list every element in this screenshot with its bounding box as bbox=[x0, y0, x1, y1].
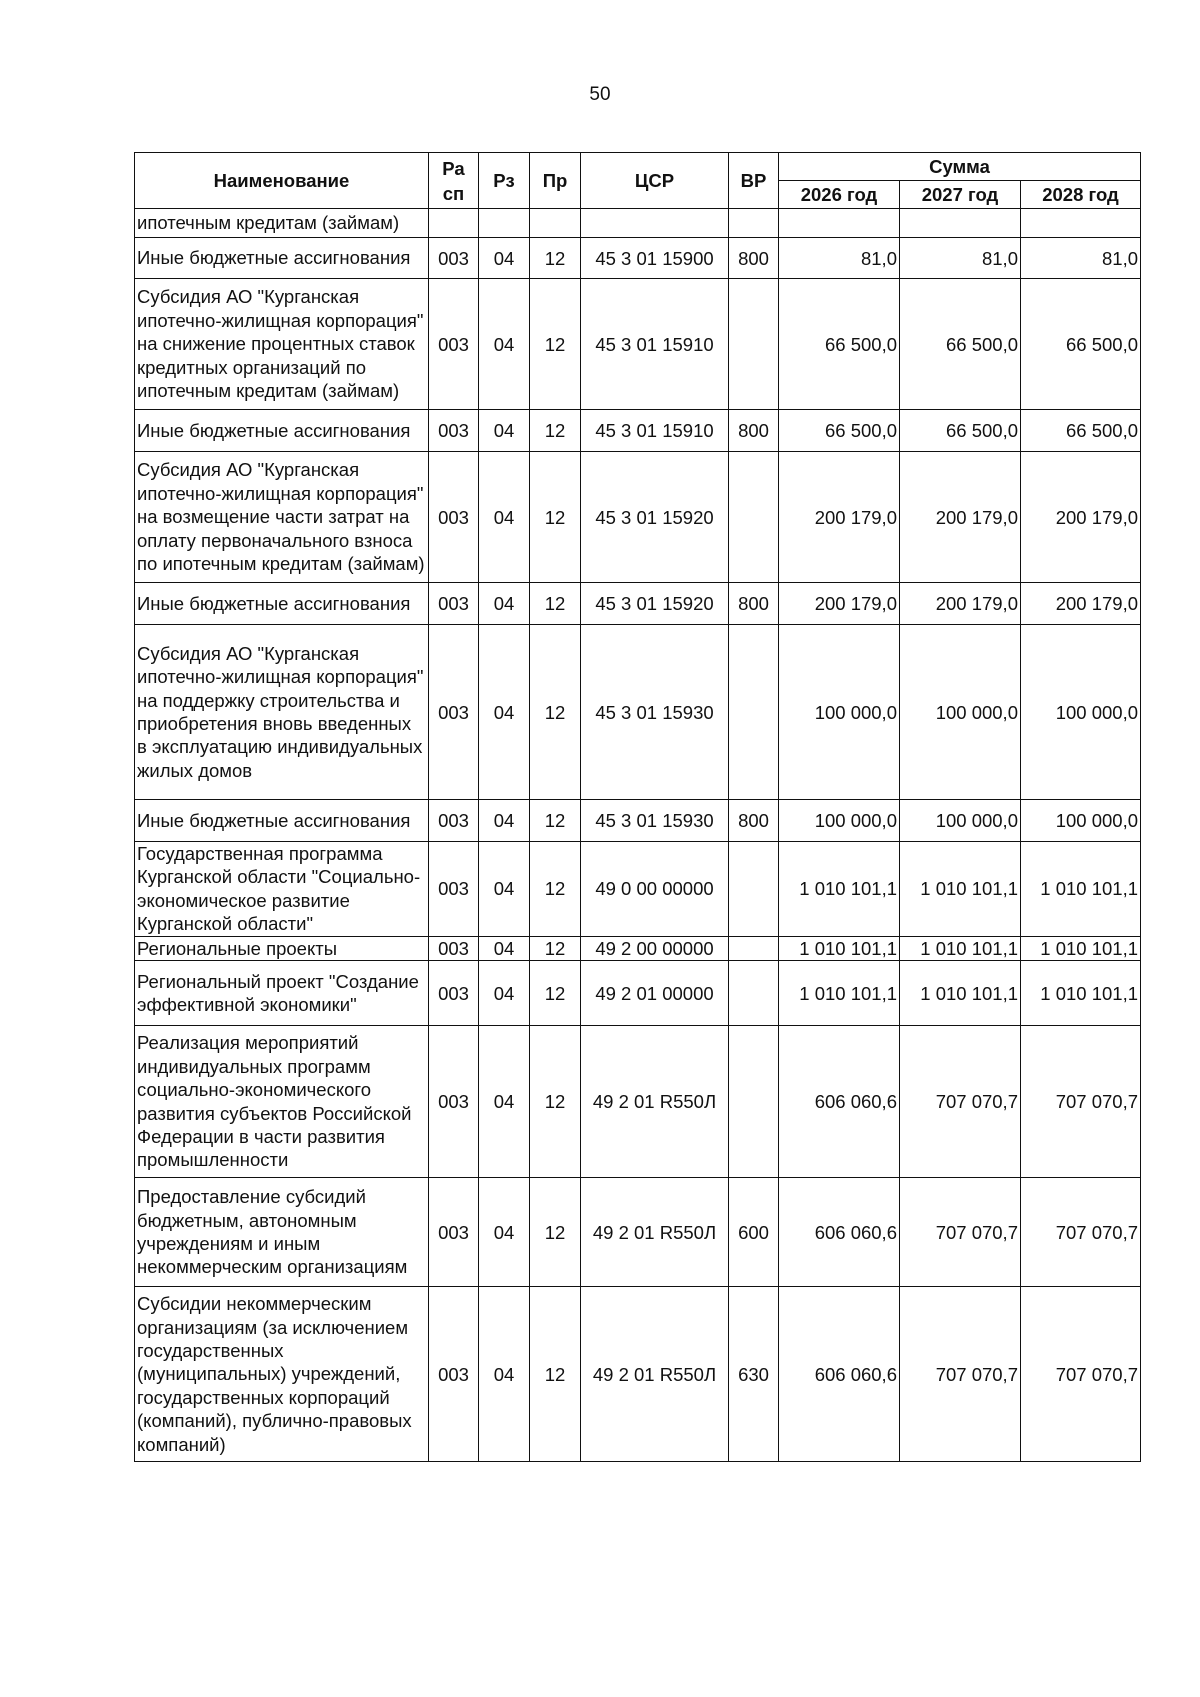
cell-sum-2027 bbox=[900, 209, 1021, 238]
table-body bbox=[135, 209, 1141, 1462]
cell-sum-2026: 100 000,0 bbox=[779, 800, 900, 842]
cell-rz: 04 bbox=[479, 583, 530, 625]
cell-name: Иные бюджетные ассигнования bbox=[135, 800, 429, 842]
cell-sum-2028: 81,0 bbox=[1021, 238, 1141, 279]
cell-csr: 49 2 01 R550Л bbox=[581, 1178, 729, 1287]
cell-sum-2028: 1 010 101,1 bbox=[1021, 936, 1141, 960]
cell-pr bbox=[530, 209, 581, 238]
table-row bbox=[135, 936, 1141, 960]
cell-sum-2028: 200 179,0 bbox=[1021, 452, 1141, 583]
cell-rz: 04 bbox=[479, 410, 530, 452]
cell-sum-2026: 606 060,6 bbox=[779, 1287, 900, 1462]
cell-pr: 12 bbox=[530, 279, 581, 410]
cell-sum-2027: 200 179,0 bbox=[900, 583, 1021, 625]
cell-rasp: 003 bbox=[429, 1026, 479, 1178]
cell-rasp: 003 bbox=[429, 800, 479, 842]
cell-vr bbox=[729, 625, 779, 800]
cell-pr: 12 bbox=[530, 800, 581, 842]
cell-name: Иные бюджетные ассигнования bbox=[135, 238, 429, 279]
table-row bbox=[135, 1178, 1141, 1287]
cell-sum-2027: 1 010 101,1 bbox=[900, 961, 1021, 1026]
cell-sum-2027: 1 010 101,1 bbox=[900, 936, 1021, 960]
cell-pr: 12 bbox=[530, 1178, 581, 1287]
cell-rz: 04 bbox=[479, 279, 530, 410]
header-year-2027: 2027 год bbox=[900, 181, 1021, 209]
cell-csr: 49 2 01 R550Л bbox=[581, 1026, 729, 1178]
cell-name: ипотечным кредитам (займам) bbox=[135, 209, 429, 238]
cell-sum-2028: 1 010 101,1 bbox=[1021, 961, 1141, 1026]
cell-sum-2026: 81,0 bbox=[779, 238, 900, 279]
cell-pr: 12 bbox=[530, 410, 581, 452]
cell-pr: 12 bbox=[530, 625, 581, 800]
table-row bbox=[135, 410, 1141, 452]
cell-sum-2028: 66 500,0 bbox=[1021, 410, 1141, 452]
cell-sum-2028: 100 000,0 bbox=[1021, 625, 1141, 800]
cell-csr: 45 3 01 15920 bbox=[581, 452, 729, 583]
cell-vr bbox=[729, 961, 779, 1026]
cell-sum-2026: 200 179,0 bbox=[779, 583, 900, 625]
cell-vr bbox=[729, 936, 779, 960]
cell-sum-2027: 66 500,0 bbox=[900, 279, 1021, 410]
cell-sum-2026: 66 500,0 bbox=[779, 279, 900, 410]
cell-pr: 12 bbox=[530, 936, 581, 960]
header-rasp: Ра сп bbox=[429, 153, 479, 209]
cell-sum-2027: 100 000,0 bbox=[900, 800, 1021, 842]
cell-name: Субсидии некоммерческим организациям (за исключением государственных (муниципальных) учреждений, государственных корпораций (компаний), публично-правовых компаний) bbox=[135, 1287, 429, 1462]
header-pr: Пр bbox=[530, 153, 581, 209]
cell-sum-2028: 200 179,0 bbox=[1021, 583, 1141, 625]
cell-rasp: 003 bbox=[429, 583, 479, 625]
table-row bbox=[135, 238, 1141, 279]
table-row bbox=[135, 961, 1141, 1026]
cell-pr: 12 bbox=[530, 1026, 581, 1178]
cell-csr: 49 0 00 00000 bbox=[581, 842, 729, 937]
cell-vr: 800 bbox=[729, 800, 779, 842]
table-row bbox=[135, 800, 1141, 842]
cell-sum-2028: 100 000,0 bbox=[1021, 800, 1141, 842]
cell-rz: 04 bbox=[479, 961, 530, 1026]
cell-name: Региональный проект "Создание эффективной экономики" bbox=[135, 961, 429, 1026]
cell-sum-2027: 707 070,7 bbox=[900, 1178, 1021, 1287]
cell-rasp: 003 bbox=[429, 961, 479, 1026]
cell-rasp: 003 bbox=[429, 410, 479, 452]
cell-vr: 600 bbox=[729, 1178, 779, 1287]
cell-csr: 45 3 01 15930 bbox=[581, 625, 729, 800]
cell-csr: 45 3 01 15900 bbox=[581, 238, 729, 279]
cell-vr bbox=[729, 842, 779, 937]
cell-sum-2026: 606 060,6 bbox=[779, 1178, 900, 1287]
cell-vr bbox=[729, 1026, 779, 1178]
cell-name: Иные бюджетные ассигнования bbox=[135, 410, 429, 452]
cell-pr: 12 bbox=[530, 238, 581, 279]
table-row bbox=[135, 279, 1141, 410]
cell-sum-2026: 606 060,6 bbox=[779, 1026, 900, 1178]
cell-csr bbox=[581, 209, 729, 238]
cell-sum-2028: 66 500,0 bbox=[1021, 279, 1141, 410]
cell-sum-2026: 1 010 101,1 bbox=[779, 842, 900, 937]
cell-rasp: 003 bbox=[429, 1287, 479, 1462]
cell-pr: 12 bbox=[530, 452, 581, 583]
cell-rasp: 003 bbox=[429, 279, 479, 410]
cell-rz: 04 bbox=[479, 238, 530, 279]
cell-name: Реализация мероприятий индивидуальных программ социально-экономического развития субъектов Российской Федерации в части развития промышленности bbox=[135, 1026, 429, 1178]
cell-sum-2026: 1 010 101,1 bbox=[779, 936, 900, 960]
cell-name: Иные бюджетные ассигнования bbox=[135, 583, 429, 625]
table-row bbox=[135, 1026, 1141, 1178]
cell-sum-2027: 81,0 bbox=[900, 238, 1021, 279]
cell-vr: 800 bbox=[729, 410, 779, 452]
cell-rasp: 003 bbox=[429, 1178, 479, 1287]
table-row bbox=[135, 583, 1141, 625]
cell-name: Государственная программа Курганской области "Социально-экономическое развитие Курганской области" bbox=[135, 842, 429, 937]
cell-sum-2027: 66 500,0 bbox=[900, 410, 1021, 452]
cell-rz: 04 bbox=[479, 1178, 530, 1287]
cell-csr: 45 3 01 15910 bbox=[581, 410, 729, 452]
cell-vr: 630 bbox=[729, 1287, 779, 1462]
cell-sum-2026: 100 000,0 bbox=[779, 625, 900, 800]
cell-pr: 12 bbox=[530, 1287, 581, 1462]
cell-csr: 45 3 01 15920 bbox=[581, 583, 729, 625]
cell-rz: 04 bbox=[479, 625, 530, 800]
cell-rz: 04 bbox=[479, 842, 530, 937]
cell-rasp: 003 bbox=[429, 452, 479, 583]
header-year-2026: 2026 год bbox=[779, 181, 900, 209]
table-row bbox=[135, 209, 1141, 238]
table-header bbox=[135, 153, 1141, 209]
cell-csr: 45 3 01 15930 bbox=[581, 800, 729, 842]
cell-sum-2026: 1 010 101,1 bbox=[779, 961, 900, 1026]
table-row bbox=[135, 625, 1141, 800]
cell-pr: 12 bbox=[530, 961, 581, 1026]
cell-vr bbox=[729, 279, 779, 410]
cell-rasp: 003 bbox=[429, 936, 479, 960]
cell-pr: 12 bbox=[530, 583, 581, 625]
cell-rasp: 003 bbox=[429, 238, 479, 279]
cell-vr bbox=[729, 209, 779, 238]
cell-rasp bbox=[429, 209, 479, 238]
page-number: 50 bbox=[589, 84, 611, 105]
cell-sum-2026: 66 500,0 bbox=[779, 410, 900, 452]
cell-sum-2028: 707 070,7 bbox=[1021, 1026, 1141, 1178]
cell-csr: 49 2 01 R550Л bbox=[581, 1287, 729, 1462]
header-vr: ВР bbox=[729, 153, 779, 209]
cell-sum-2027: 707 070,7 bbox=[900, 1287, 1021, 1462]
header-name: Наименование bbox=[135, 153, 429, 209]
cell-vr bbox=[729, 452, 779, 583]
cell-rz: 04 bbox=[479, 452, 530, 583]
cell-name: Региональные проекты bbox=[135, 936, 429, 960]
cell-sum-2026 bbox=[779, 209, 900, 238]
cell-rz: 04 bbox=[479, 800, 530, 842]
cell-rasp: 003 bbox=[429, 625, 479, 800]
table-row bbox=[135, 452, 1141, 583]
cell-sum-2028: 707 070,7 bbox=[1021, 1287, 1141, 1462]
cell-vr: 800 bbox=[729, 583, 779, 625]
cell-name: Субсидия АО "Курганская ипотечно-жилищная корпорация" на поддержку строительства и приобретения вновь введенных в эксплуатацию индивидуальных жилых домов bbox=[135, 625, 429, 800]
cell-sum-2027: 200 179,0 bbox=[900, 452, 1021, 583]
header-rz: Рз bbox=[479, 153, 530, 209]
header-csr: ЦСР bbox=[581, 153, 729, 209]
cell-sum-2027: 1 010 101,1 bbox=[900, 842, 1021, 937]
table-row bbox=[135, 1287, 1141, 1462]
cell-rz: 04 bbox=[479, 936, 530, 960]
cell-rz bbox=[479, 209, 530, 238]
cell-rz: 04 bbox=[479, 1287, 530, 1462]
cell-pr: 12 bbox=[530, 842, 581, 937]
cell-csr: 49 2 01 00000 bbox=[581, 961, 729, 1026]
cell-sum-2027: 707 070,7 bbox=[900, 1026, 1021, 1178]
cell-sum-2028: 707 070,7 bbox=[1021, 1178, 1141, 1287]
cell-name: Субсидия АО "Курганская ипотечно-жилищная корпорация" на возмещение части затрат на оплату первоначального взноса по ипотечным кредитам (займам) bbox=[135, 452, 429, 583]
cell-rasp: 003 bbox=[429, 842, 479, 937]
cell-vr: 800 bbox=[729, 238, 779, 279]
header-year-2028: 2028 год bbox=[1021, 181, 1141, 209]
cell-sum-2026: 200 179,0 bbox=[779, 452, 900, 583]
cell-sum-2028: 1 010 101,1 bbox=[1021, 842, 1141, 937]
budget-table bbox=[134, 152, 1141, 1462]
cell-name: Субсидия АО "Курганская ипотечно-жилищная корпорация" на снижение процентных ставок кредитных организаций по ипотечным кредитам (займам) bbox=[135, 279, 429, 410]
cell-rz: 04 bbox=[479, 1026, 530, 1178]
cell-csr: 45 3 01 15910 bbox=[581, 279, 729, 410]
cell-csr: 49 2 00 00000 bbox=[581, 936, 729, 960]
cell-sum-2027: 100 000,0 bbox=[900, 625, 1021, 800]
cell-sum-2028 bbox=[1021, 209, 1141, 238]
table-row bbox=[135, 842, 1141, 937]
cell-name: Предоставление субсидий бюджетным, автономным учреждениям и иным некоммерческим организациям bbox=[135, 1178, 429, 1287]
header-sum: Сумма bbox=[779, 153, 1141, 181]
